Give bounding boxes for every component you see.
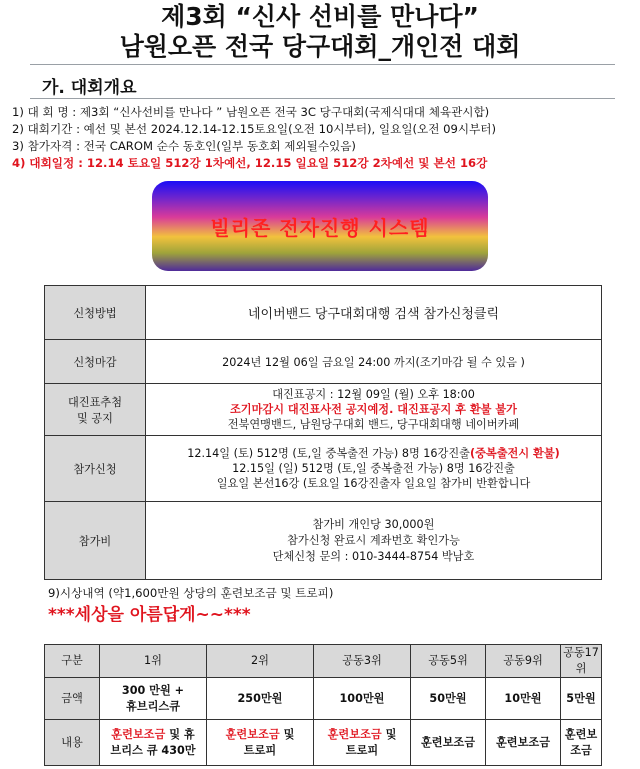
- apply-method-value: 네이버밴드 당구대회대행 검색 참가신청클릭: [146, 286, 602, 340]
- entry-line3: 일요일 본선16강 (토요일 16강진출자 일요일 참가비 반환합니다: [216, 477, 531, 490]
- prize-content-9: 훈련보조금: [486, 720, 561, 766]
- overview-list: [12, 104, 632, 172]
- deadline-value: 2024년 12월 06일 금요일 24:00 까지(조기마감 될 수 있음 ): [146, 340, 602, 384]
- info-table: [44, 285, 602, 580]
- prize-header-cell: 2위: [207, 645, 314, 678]
- prize-content-5: 훈련보조금: [411, 720, 486, 766]
- table-row: [45, 645, 602, 678]
- prize-amount-1-line2: 휴브리스큐: [125, 699, 181, 713]
- prize-amount-1-line1: 300 만원 +: [121, 683, 185, 697]
- prize-content-1: [100, 720, 207, 766]
- table-row: [45, 720, 602, 766]
- prize-content-17: 훈련보조금: [561, 720, 602, 766]
- prize-content-3: [314, 720, 411, 766]
- table-row: [45, 384, 602, 436]
- prize-content-2-rest1: 및: [279, 727, 295, 741]
- overview-item-eligibility: 3) 참가자격 : 전국 CAROM 순수 동호인(일부 동호회 제외될수있음): [12, 139, 356, 153]
- label-deadline: 신청마감: [45, 340, 146, 384]
- page-subtitle: 남원오픈 전국 당구대회_개인전 대회: [119, 32, 521, 61]
- prize-content-1-rest1: 및 휴: [165, 727, 195, 741]
- prize-header-cell: 공동3위: [314, 645, 411, 678]
- entry-line2: 12.15일 (일) 512명 (토,일 중복출전 가능) 8명 16강진출: [232, 462, 515, 475]
- prize-header-cell: 1위: [100, 645, 207, 678]
- prize-amount-5: 50만원: [411, 678, 486, 720]
- overview-item-name: 1) 대 회 명 : 제3회 “신사선비를 만나다 ” 남원오픈 전국 3C 당구대회(국제식대대 체육관시합): [12, 105, 490, 119]
- label-draw: [45, 384, 146, 436]
- entry-line1: [150, 446, 597, 461]
- table-row: [45, 340, 602, 384]
- divider: [30, 64, 615, 65]
- fee-value: [146, 502, 602, 580]
- label-apply-method: 신청방법: [45, 286, 146, 340]
- prize-amount-3: 100만원: [314, 678, 411, 720]
- draw-line2: 조기마감시 대진표사전 공지예정. 대진표공지 후 환불 불가: [230, 403, 517, 416]
- prize-content-2: [207, 720, 314, 766]
- prize-header-cell: 구분: [45, 645, 100, 678]
- prize-header-cell: 공동5위: [411, 645, 486, 678]
- slogan: ***세상을 아름답게~~***: [48, 605, 251, 625]
- overview-item-period: 2) 대회기간 : 예선 및 본선 2024.12.14-12.15토요일(오전 10시부터), 일요일(오전 09시부터): [12, 122, 497, 136]
- table-row: [45, 502, 602, 580]
- prize-content-1-red: 훈련보조금: [111, 727, 166, 741]
- entry-line1-red: (중복출전시 환불): [469, 447, 560, 460]
- prize-content-1-rest2: 브리스 큐 430만: [110, 743, 196, 757]
- system-banner: [152, 181, 488, 271]
- prize-header-cell: 공동17위: [561, 645, 602, 678]
- fee-line1: 참가비 개인당 30,000원: [312, 517, 435, 531]
- divider: [30, 98, 615, 99]
- label-fee: 참가비: [45, 502, 146, 580]
- prize-content-2-red: 훈련보조금: [225, 727, 280, 741]
- prize-amount-1: [100, 678, 207, 720]
- table-row: [45, 678, 602, 720]
- prize-header-cell: 공동9위: [486, 645, 561, 678]
- overview-item-schedule: 4) 대회일정 : 12.14 토요일 512강 1차예선, 12.15 일요일 512강 2차예선 및 본선 16강: [12, 156, 488, 170]
- draw-line1: 대진표공지 : 12월 09일 (월) 오후 18:00: [272, 388, 475, 401]
- prize-title: 9)시상내역 (약1,600만원 상당의 훈련보조금 및 트로피): [48, 586, 334, 600]
- entry-line1-text: 12.14일 (토) 512명 (토,일 중복출전 가능) 8명 16강진출: [187, 447, 470, 460]
- prize-content-2-rest2: 트로피: [243, 743, 277, 757]
- fee-line3: 단체신청 문의 : 010-3444-8754 박남호: [272, 549, 475, 563]
- prize-amount-17: 5만원: [561, 678, 602, 720]
- draw-value: [146, 384, 602, 436]
- prize-amount-2: 250만원: [207, 678, 314, 720]
- fee-line2: 참가신청 완료시 계좌번호 확인가능: [287, 533, 460, 547]
- label-entry: 참가신청: [45, 436, 146, 502]
- prize-content-label: 내용: [45, 720, 100, 766]
- draw-line3: 전북연맹밴드, 남원당구대회 밴드, 당구대회대행 네이버카페: [227, 418, 520, 431]
- label-draw-line1: 대진표추첨: [67, 395, 123, 409]
- prize-content-3-red: 훈련보조금: [327, 727, 382, 741]
- label-draw-line2: 및 공지: [77, 411, 113, 425]
- table-row: [45, 286, 602, 340]
- page-title: 제3회 “신사 선비를 만나다”: [161, 2, 479, 31]
- prize-table: [44, 644, 602, 766]
- table-row: [45, 436, 602, 502]
- prize-content-3-rest1: 및: [381, 727, 397, 741]
- entry-value: [146, 436, 602, 502]
- section-heading: 가. 대회개요: [42, 78, 137, 98]
- prize-amount-9: 10만원: [486, 678, 561, 720]
- prize-content-3-rest2: 트로피: [345, 743, 379, 757]
- banner-text: 빌리존 전자진행 시스템: [210, 215, 430, 240]
- prize-amount-label: 금액: [45, 678, 100, 720]
